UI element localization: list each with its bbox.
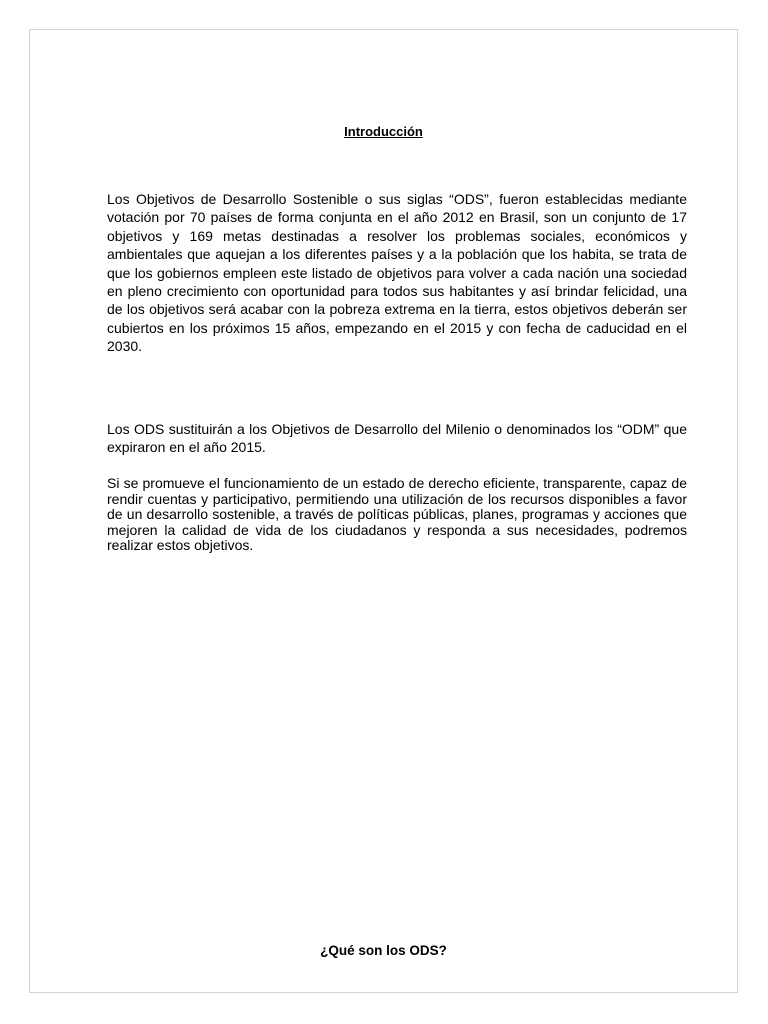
paragraph-conditions: Si se promueve el funcionamiento de un estado de derecho eficiente, transparente, capaz de rendir cuentas y participativo, permitiendo una utilización de los recursos disponibles a favor de un desarrollo sostenible, a través de políticas públicas, planes, programas y acciones que mejoren la calidad de vida de los ciudadanos y responda a sus necesidades, podremos realizar estos objetivos. bbox=[107, 475, 687, 554]
paragraph-ods-replace: Los ODS sustituirán a los Objetivos de Desarrollo del Milenio o denominados los “ODM” que expiraron en el año 2015. bbox=[107, 421, 687, 456]
page-title: Introducción bbox=[344, 124, 423, 139]
document-page bbox=[29, 29, 738, 993]
section-heading: ¿Qué son los ODS? bbox=[320, 943, 447, 958]
paragraph-intro: Los Objetivos de Desarrollo Sostenible o sus siglas “ODS”, fueron establecidas mediante votación por 70 países de forma conjunta en el año 2012 en Brasil, son un conjunto de 17 objetivos y 169 metas destinadas a resolver los problemas sociales, económicos y ambientales que aquejan a los diferentes países y a la población que los habita, se trata de que los gobiernos empleen este listado de objetivos para volver a cada nación una sociedad en pleno crecimiento con oportunidad para todos sus habitantes y así brindar felicidad, una de los objetivos será acabar con la pobreza extrema en la tierra, estos objetivos deberán ser cubiertos en los próximos 15 años, empezando en el 2015 y con fecha de caducidad en el 2030. bbox=[107, 191, 687, 355]
